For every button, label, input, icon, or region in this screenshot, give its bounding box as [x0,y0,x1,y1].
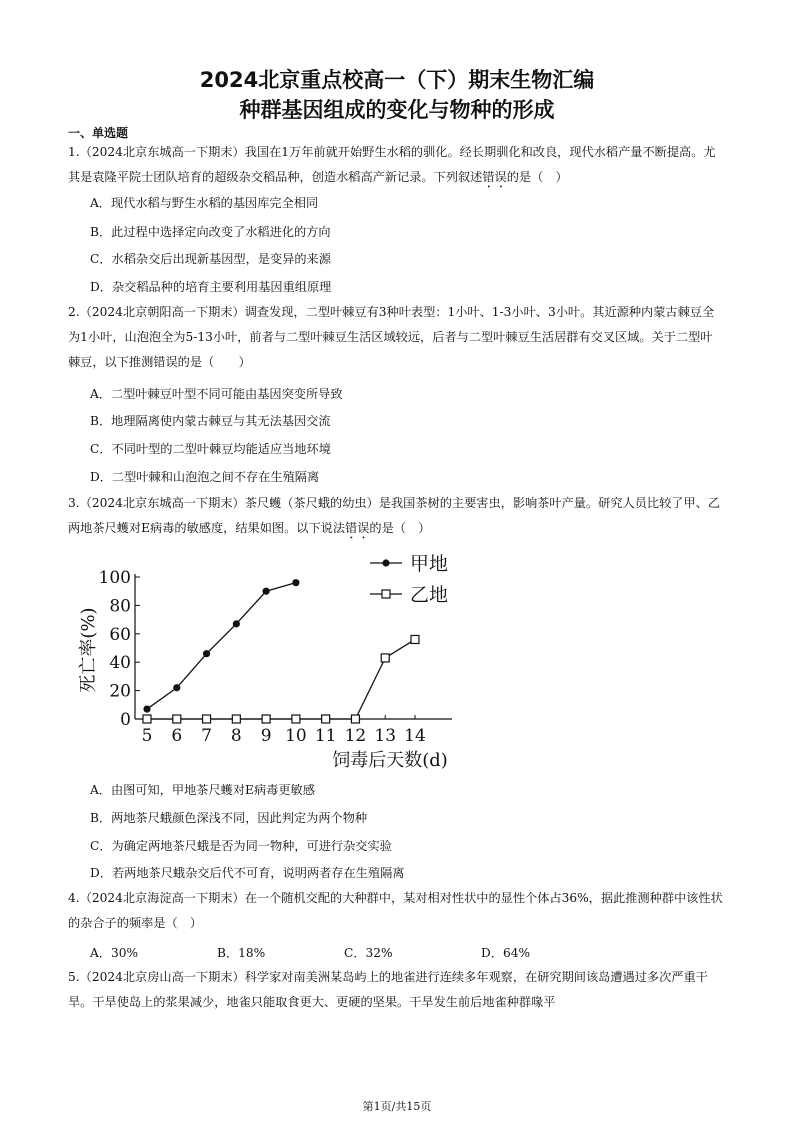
legend-marker-1 [382,559,389,566]
x-tick-label: 11 [314,726,337,746]
question-3-option-c: C．为确定两地茶尺蛾是否为同一物种，可进行杂交实验 [90,839,392,853]
question-4-stem: 4.（2024北京海淀高一下期末）在一个随机交配的大种群中，某对相对性状中的显性个体占36%，据此推测种群中该性状的杂合子的频率是（ ） [68,891,723,930]
data-point [411,635,419,643]
data-point [233,620,240,627]
x-tick-label: 9 [260,726,272,746]
question-4-options [90,944,530,961]
data-point [173,715,181,723]
data-point [351,715,359,723]
legend-label-1: 甲地 [410,553,449,575]
y-tick-label: 100 [98,568,131,588]
data-point [203,715,211,723]
question-3-option-b: B．两地茶尺蛾颜色深浅不同，因此判定为两个物种 [90,811,368,825]
question-1-option-b: B．此过程中选择定向改变了水稻进化的方向 [90,225,331,239]
question-4-option-b: B．18% [217,946,266,960]
question-3-stem: 3.（2024北京东城高一下期末）茶尺蠖（茶尺蛾的幼虫）是我国茶树的主要害虫，影响茶叶产量。研究人员比较了甲、乙两地茶尺蠖对E病毒的敏感度，结果如图。以下说法错误的是（ ） [68,496,721,535]
x-axis-label: 饲毒后天数(d) [332,750,448,771]
question-1-option-c: C．水稻杂交后出现新基因型，是变异的来源 [90,252,331,266]
data-point [203,650,210,657]
data-point [262,715,270,723]
y-axis-label: 死亡率(%) [78,607,99,693]
data-point [232,715,240,723]
x-tick-label: 14 [404,726,426,746]
data-point [322,715,330,723]
question-1-option-a: A．现代水稻与野生水稻的基因库完全相同 [90,196,319,210]
data-point [292,579,299,586]
x-tick-label: 13 [374,726,397,746]
question-2-option-a: A．二型叶棘豆叶型不同可能由基因突变所导致 [90,387,343,401]
data-point [143,705,150,712]
mortality-line-chart [60,544,480,776]
question-3-option-d: D．若两地茶尺蛾杂交后代不可育，说明两者存在生殖隔离 [90,866,405,880]
data-point [381,654,389,662]
x-tick-label: 10 [285,726,307,746]
data-point [263,588,270,595]
y-tick-label: 80 [109,596,131,617]
page-footer: 第1页/共15页 [362,1100,432,1113]
y-tick-label: 20 [109,681,131,702]
x-tick-label: 12 [344,726,367,746]
question-4-option-c: C．32% [344,946,393,960]
question-1-option-d: D．杂交稻品种的培育主要利用基因重组原理 [90,280,332,294]
document-subtitle: 种群基因组成的变化与物种的形成 [239,98,555,122]
x-tick-label: 6 [171,726,183,746]
question-2-option-c: C．不同叶型的二型叶棘豆均能适应当地环境 [90,442,331,456]
series-line-2 [147,639,415,719]
y-tick-label: 60 [109,624,131,645]
data-point [292,715,300,723]
y-tick-label: 0 [120,710,131,730]
legend-marker-2 [382,590,390,598]
question-3-option-a: A．由图可知，甲地茶尺蠖对E病毒更敏感 [90,783,315,797]
data-point [143,715,151,723]
x-tick-label: 5 [141,726,153,746]
question-2-stem: 2.（2024北京朝阳高一下期末）调查发现，二型叶棘豆有3种叶表型：1小叶、1-3小叶、3小叶。其近源种内蒙古棘豆全为1小叶，山泡泡全为5-13小叶，前者与二型叶棘豆生活区域较远，后者与二型叶棘豆生活居群有交叉区域。关于二型叶棘豆，以下推测错误的是（ ） [68,305,715,369]
y-tick-label: 40 [109,653,131,674]
question-4-option-d: D．64% [481,946,531,960]
question-2-option-d: D．二型叶棘和山泡泡之间不存在生殖隔离 [90,470,320,484]
x-tick-label: 8 [230,726,242,746]
legend-label-2: 乙地 [410,584,449,606]
question-4-option-a: A．30% [90,946,139,960]
section-heading: 一、单选题 [68,126,129,140]
data-point [173,684,180,691]
series-line-1 [147,583,296,709]
document-title: 2024北京重点校高一（下）期末生物汇编 [199,68,595,92]
question-2-option-b: B．地理隔离使内蒙古棘豆与其无法基因交流 [90,414,331,428]
x-tick-label: 7 [201,726,212,746]
question-1-stem: 1.（2024北京东城高一下期末）我国在1万年前就开始野生水稻的驯化。经长期驯化和改良，现代水稻产量不断提高。尤其是袁隆平院士团队培育的超级杂交稻品种，创造水稻高产新记录。下列叙述错误的是（ ） [68,145,716,184]
question-5-stem: 5.（2024北京房山高一下期末）科学家对南美洲某岛屿上的地雀进行连续多年观察，在研究期间该岛遭遇过多次严重干旱。干旱使岛上的浆果减少，地雀只能取食更大、更硬的坚果。干旱发生前后地雀种群喙平 [68,970,708,1009]
